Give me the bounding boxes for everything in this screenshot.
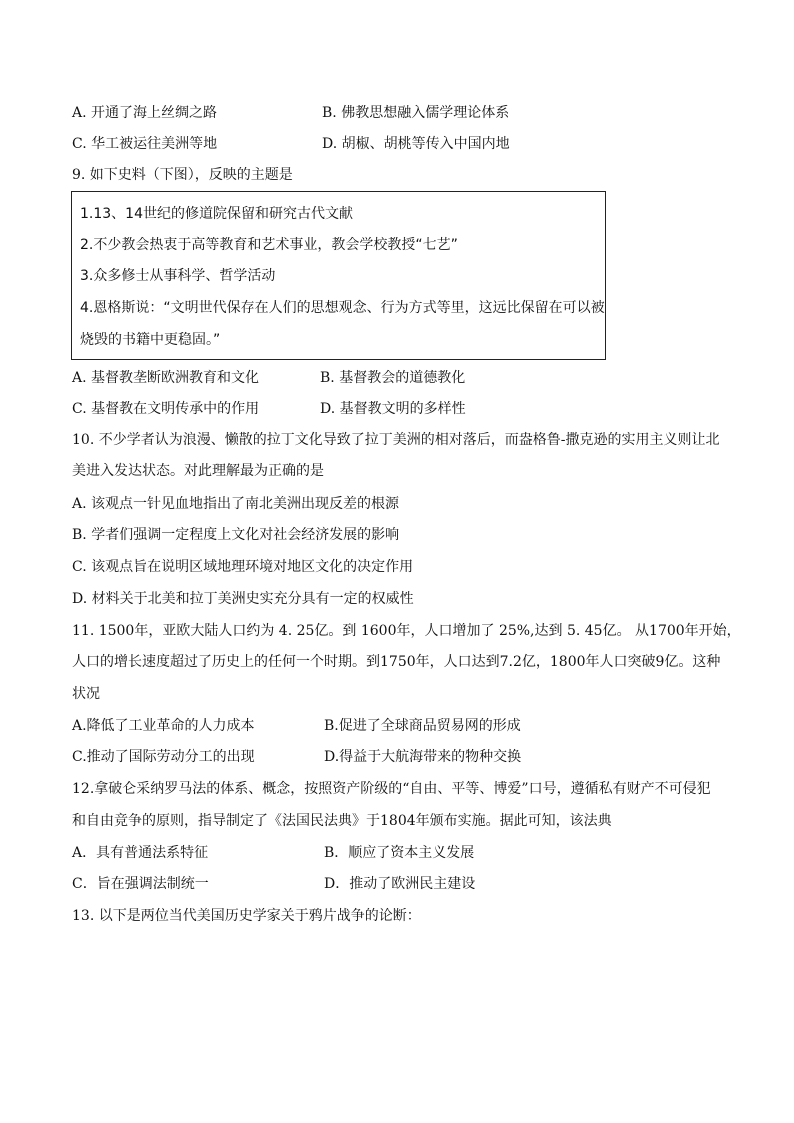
- q12-option-b: B．顺应了资本主义发展: [324, 845, 475, 861]
- q13-stem: 13. 以下是两位当代美国历史学家关于鸦片战争的论断：: [72, 908, 421, 924]
- q10-stem-line-1: 10. 不少学者认为浪漫、懒散的拉丁文化导致了拉丁美洲的相对落后，而盎格鲁-撒克逊的实用主义则让北: [72, 432, 720, 448]
- q8-option-d: D. 胡椒、胡桃等传入中国内地: [322, 136, 510, 152]
- q9-source-line-3: 3.众多修士从事科学、哲学活动: [80, 268, 276, 284]
- q9-option-d: D. 基督教文明的多样性: [320, 401, 466, 417]
- q9-source-line-1: 1.13、14世纪的修道院保留和研究古代文献: [80, 206, 353, 222]
- q11-stem-line-2: 人口的增长速度超过了历史上的任何一个时期。到1750年，人口达到7.2亿，1800年人口突破9亿。这种: [72, 654, 721, 670]
- q11-stem-line-1: 11. 1500年，亚欧大陆人口约为 4. 25亿。到 1600年，人口增加了 25%,达到 5. 45亿。 从1700年开始，: [72, 623, 741, 639]
- q12-stem-line-2: 和自由竞争的原则，指导制定了《法国民法典》于1804年颁布实施。据此可知，该法典: [72, 813, 612, 829]
- q11-option-c: C.推动了国际劳动分工的出现: [72, 749, 255, 765]
- q9-source-line-5: 烧毁的书籍中更稳固。”: [80, 332, 221, 348]
- q10-option-d: D. 材料关于北美和拉丁美洲史实充分具有一定的权威性: [72, 591, 414, 607]
- q12-option-c: C．旨在强调法制统一: [72, 876, 209, 892]
- q12-option-d: D．推动了欧洲民主建设: [324, 876, 476, 892]
- q8-option-b: B. 佛教思想融入儒学理论体系: [322, 105, 510, 121]
- q9-stem: 9. 如下史料（下图），反映的主题是: [72, 167, 293, 183]
- q12-option-a: A．具有普通法系特征: [72, 845, 209, 861]
- q10-option-b: B. 学者们强调一定程度上文化对社会经济发展的影响: [72, 527, 400, 543]
- q9-source-line-4: 4.恩格斯说：“文明世代保存在人们的思想观念、行为方式等里，这远比保留在可以被: [80, 300, 605, 316]
- q11-stem-line-3: 状况: [72, 686, 100, 702]
- q11-option-d: D.得益于大航海带来的物种交换: [324, 749, 522, 765]
- q9-source-line-2: 2.不少教会热衷于高等教育和艺术事业，教会学校教授“七艺”: [80, 237, 458, 253]
- q8-option-a: A. 开通了海上丝绸之路: [72, 105, 218, 121]
- q10-option-a: A. 该观点一针见血地指出了南北美洲出现反差的根源: [72, 496, 400, 512]
- q9-option-c: C. 基督教在文明传承中的作用: [72, 401, 260, 417]
- q11-option-b: B.促进了全球商品贸易网的形成: [324, 718, 521, 734]
- q10-option-c: C. 该观点旨在说明区域地理环境对地区文化的决定作用: [72, 559, 414, 575]
- q8-option-c: C. 华工被运往美洲等地: [72, 136, 218, 152]
- q9-option-b: B. 基督教会的道德教化: [320, 370, 466, 386]
- q12-stem-line-1: 12.拿破仑采纳罗马法的体系、概念，按照资产阶级的“自由、平等、博爱”口号，遵循私有财产不可侵犯: [72, 781, 711, 797]
- q10-stem-line-2: 美进入发达状态。对此理解最为正确的是: [72, 463, 324, 479]
- q11-option-a: A.降低了工业革命的人力成本: [72, 718, 255, 734]
- q9-option-a: A. 基督教垄断欧洲教育和文化: [72, 370, 260, 386]
- q9-source-box: [71, 191, 606, 360]
